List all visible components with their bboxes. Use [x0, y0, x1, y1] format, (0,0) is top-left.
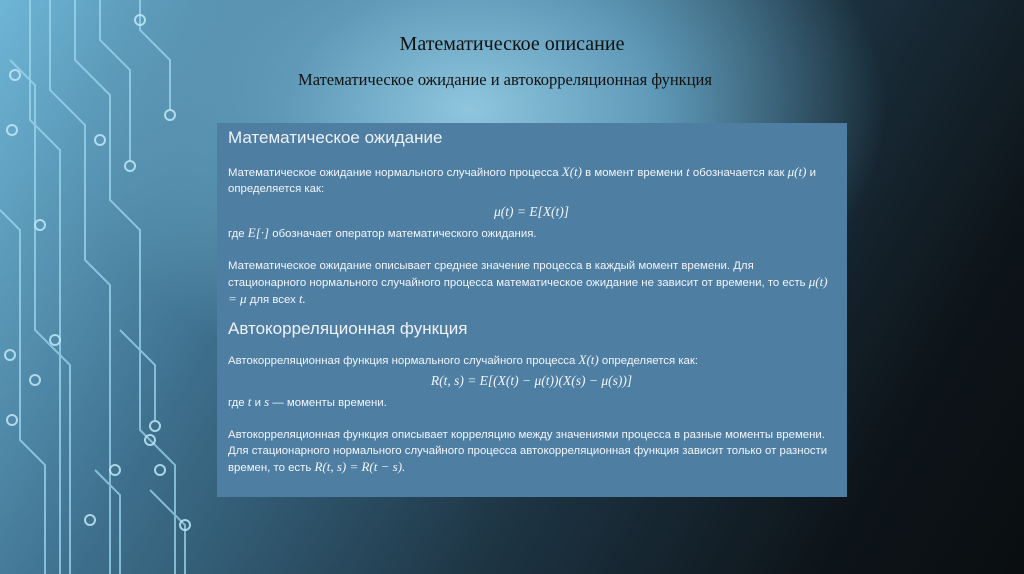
- text-fragment: для всех: [249, 294, 296, 306]
- math-inline: t: [247, 394, 252, 409]
- expectation-paragraph-3: [228, 258, 835, 308]
- math-inline: μ(t) = μ: [228, 274, 828, 306]
- text-fragment: где: [228, 228, 245, 240]
- expectation-paragraph-2: [228, 225, 835, 242]
- text-fragment: где: [228, 397, 245, 409]
- formula-autocorrelation: R(t, s) = E[(X(t) − μ(t))(X(s) − μ(s))]: [430, 373, 633, 388]
- math-inline: X(t): [561, 164, 582, 179]
- section-heading-autocorrelation: Автокорреляционная функция: [228, 319, 468, 338]
- text-fragment: в момент времени: [585, 167, 683, 179]
- text-fragment: обозначает оператор математического ожидания.: [272, 228, 537, 240]
- content-panel: [217, 123, 847, 497]
- text-fragment: и определяется как:: [228, 167, 816, 195]
- text-fragment: — моменты времени.: [272, 397, 387, 409]
- math-inline: t.: [298, 291, 306, 306]
- text-fragment: определяется как:: [601, 355, 699, 367]
- text-fragment: и: [254, 397, 261, 409]
- math-inline: t: [686, 164, 690, 179]
- slide-subtitle: Математическое ожидание и автокорреляционная функция: [298, 70, 712, 89]
- math-inline: X(t): [578, 352, 599, 367]
- autocorrelation-paragraph-3: [228, 427, 835, 476]
- text-fragment: обозначается как: [692, 167, 785, 179]
- math-inline: R(t, s) = R(t − s).: [314, 459, 406, 474]
- math-inline: E[·]: [247, 225, 270, 240]
- text-fragment: Математическое ожидание нормального случайного процесса: [228, 167, 559, 179]
- slide-title: Математическое описание: [399, 33, 625, 55]
- text-fragment: Математическое ожидание описывает среднее значение процесса в каждый момент времени. Для стационарного нормального случайного процесса математическое ожидание не зависит от времени, то есть: [228, 260, 806, 289]
- math-inline: s: [264, 394, 270, 409]
- expectation-paragraph-1: [228, 164, 835, 197]
- autocorrelation-paragraph-1: [228, 352, 835, 369]
- text-fragment: Автокорреляционная функция описывает корреляцию между значениями процесса в разные моменты времени. Для стационарного нормального случайного процесса автокорреляционная функция зависит только от разности времен, то есть: [228, 429, 828, 474]
- autocorrelation-paragraph-2: [228, 394, 835, 411]
- formula-expectation: μ(t) = E[X(t)]: [493, 204, 570, 219]
- section-heading-expectation: Математическое ожидание: [228, 128, 443, 147]
- text-fragment: Автокорреляционная функция нормального случайного процесса: [228, 355, 576, 367]
- math-inline: μ(t): [787, 164, 807, 179]
